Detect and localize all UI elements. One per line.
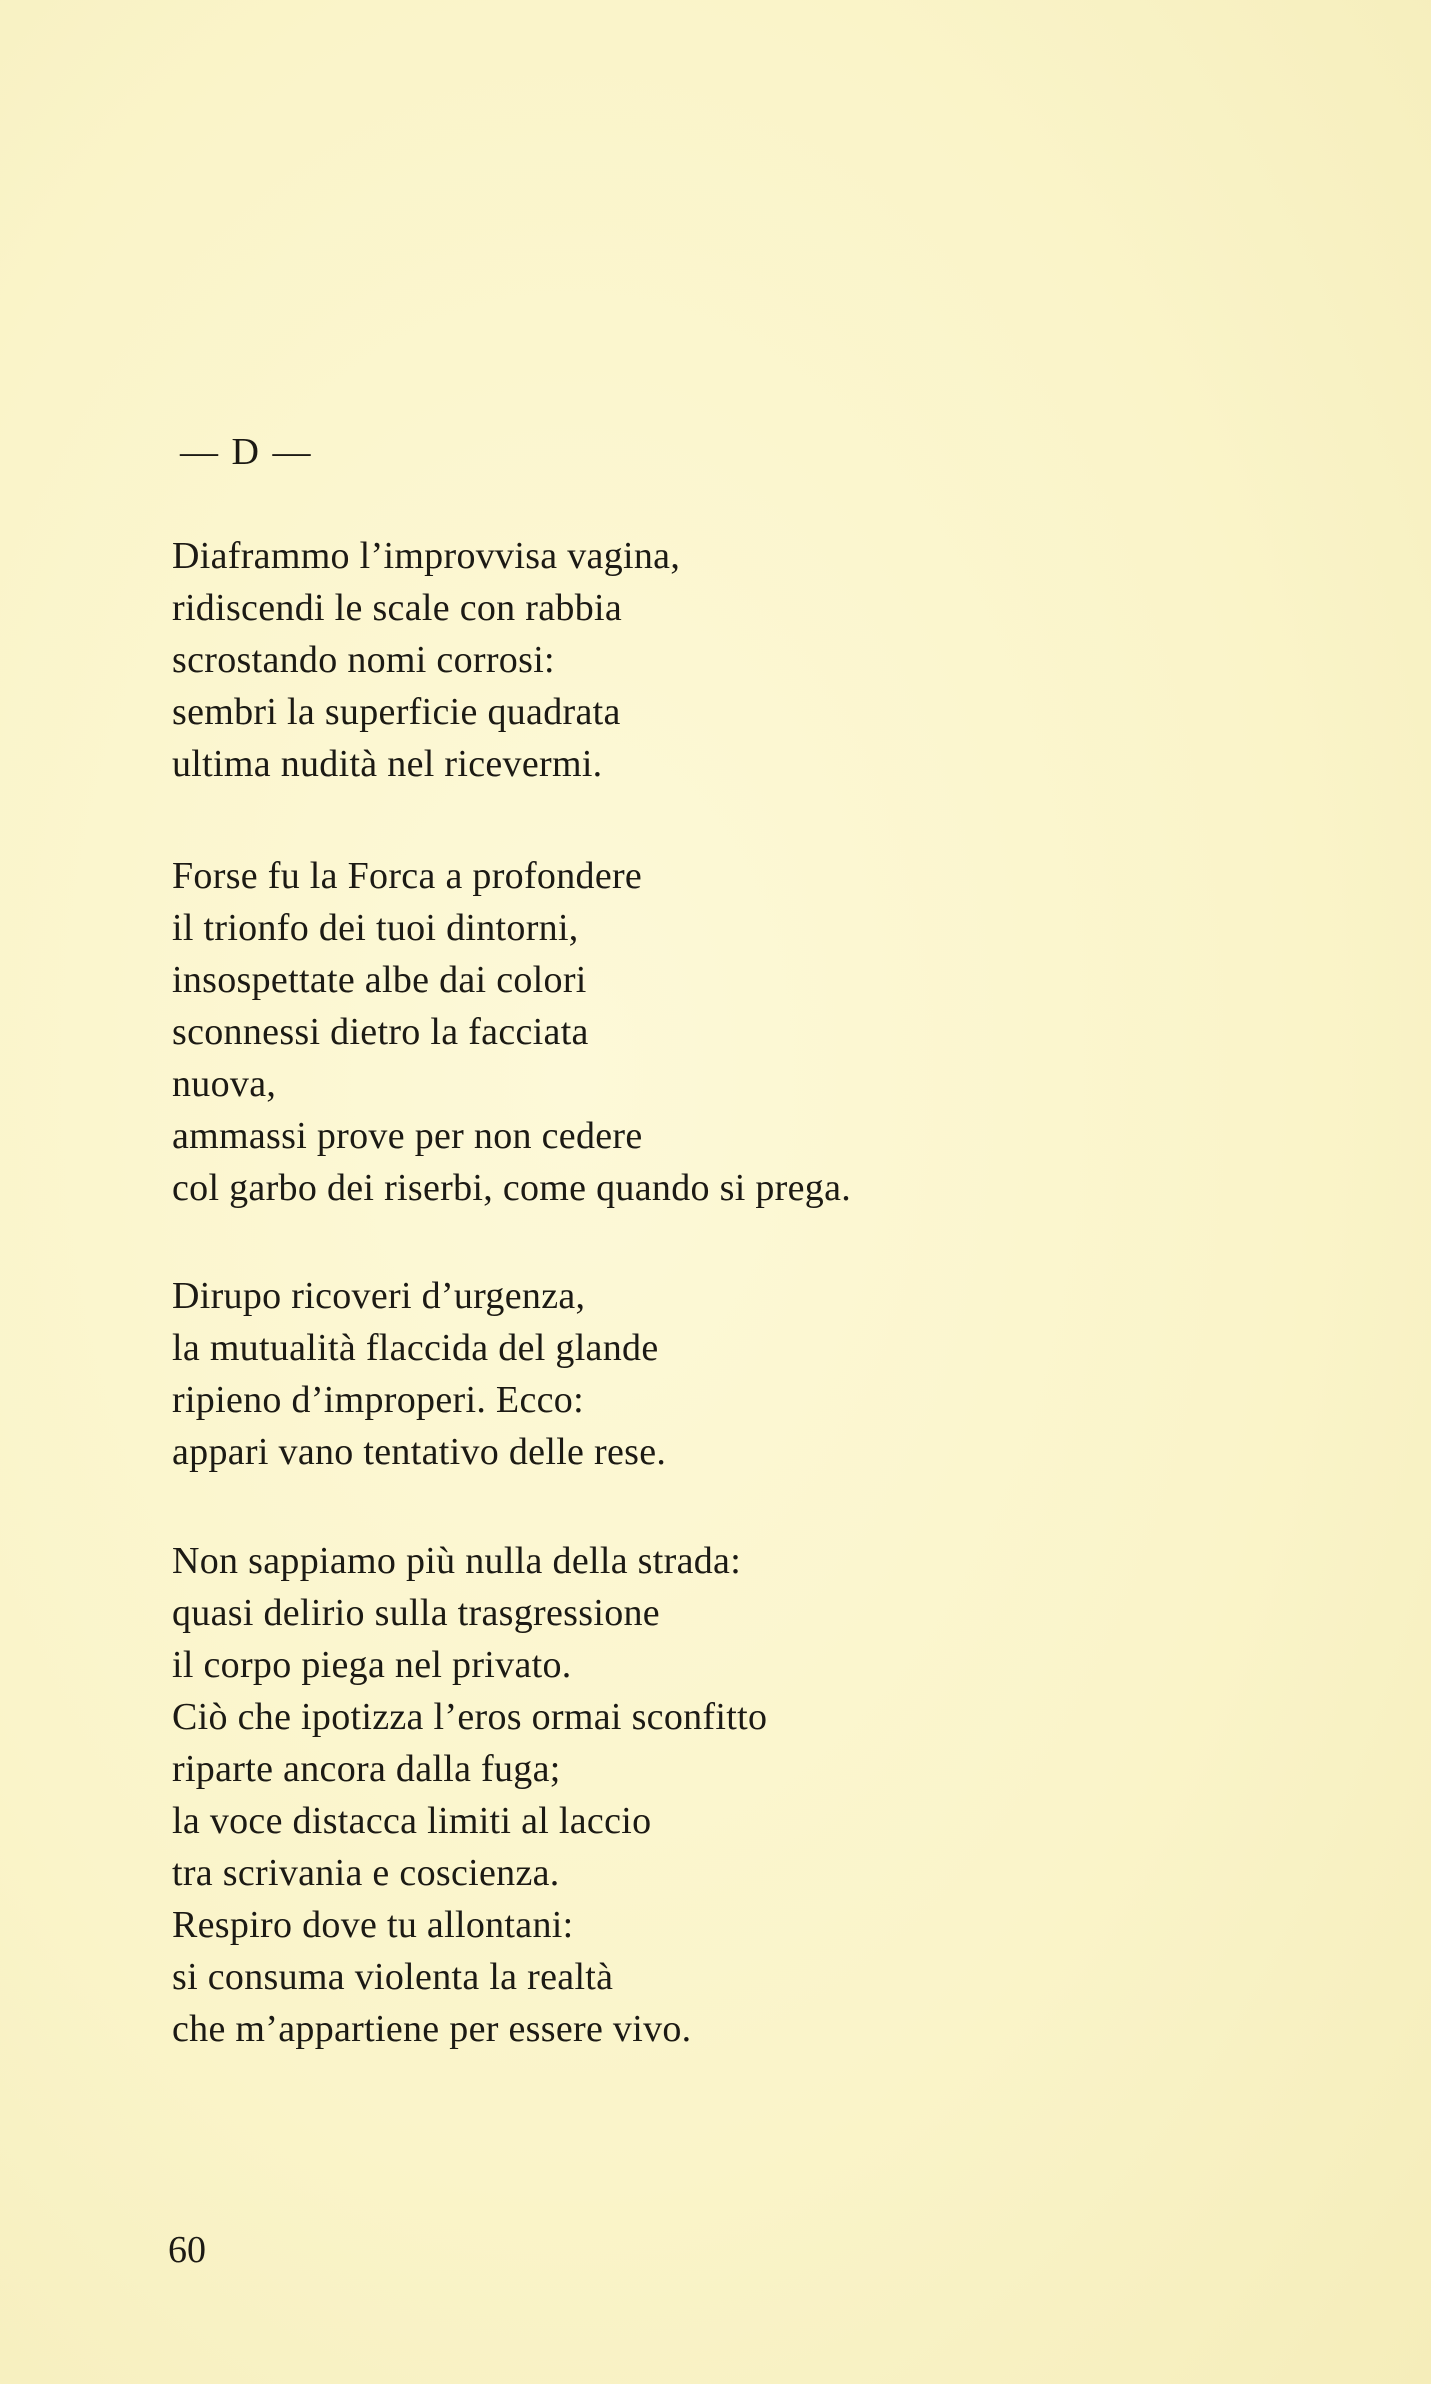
poem-line: il corpo piega nel privato. — [172, 1644, 572, 1686]
poem-line: si consuma violenta la realtà — [172, 1956, 614, 1998]
poem-line: tra scrivania e coscienza. — [172, 1852, 560, 1894]
poem-line: nuova, — [172, 1063, 277, 1105]
poem-line: Ciò che ipotizza l’eros ormai sconfitto — [172, 1696, 768, 1738]
stanza-2 — [172, 850, 851, 1214]
poem-line: ultima nudità nel ricevermi. — [172, 743, 603, 785]
poem-line: Forse fu la Forca a profondere — [172, 855, 643, 897]
poem-line: appari vano tentativo delle rese. — [172, 1431, 667, 1473]
poem-line: il trionfo dei tuoi dintorni, — [172, 907, 579, 949]
poem-line: la voce distacca limiti al laccio — [172, 1800, 652, 1842]
poem-line: Respiro dove tu allontani: — [172, 1904, 574, 1946]
page-number: 60 — [168, 2229, 206, 2271]
poem-line: sembri la superficie quadrata — [172, 691, 621, 733]
stanza-4 — [172, 1535, 767, 2055]
poem-line: riparte ancora dalla fuga; — [172, 1748, 561, 1790]
poem-line: la mutualità flaccida del glande — [172, 1327, 659, 1369]
poem-line: sconnessi dietro la facciata — [172, 1011, 589, 1053]
poem-line: ridiscendi le scale con rabbia — [172, 587, 623, 629]
stanza-1 — [172, 530, 680, 790]
poem-line: Dirupo ricoveri d’urgenza, — [172, 1275, 586, 1317]
stanza-3 — [172, 1270, 666, 1478]
poem-line: Non sappiamo più nulla della strada: — [172, 1540, 742, 1582]
poem-line: col garbo dei riserbi, come quando si prega. — [172, 1167, 852, 1209]
section-heading: — D — — [180, 431, 313, 473]
poem-line: Diaframmo l’improvvisa vagina, — [172, 535, 681, 577]
poem-line: che m’appartiene per essere vivo. — [172, 2008, 692, 2050]
poem-line: quasi delirio sulla trasgressione — [172, 1592, 660, 1634]
poem-line: ammassi prove per non cedere — [172, 1115, 643, 1157]
poem-line: ripieno d’improperi. Ecco: — [172, 1379, 584, 1421]
poem-line: insospettate albe dai colori — [172, 959, 587, 1001]
poem-line: scrostando nomi corrosi: — [172, 639, 555, 681]
